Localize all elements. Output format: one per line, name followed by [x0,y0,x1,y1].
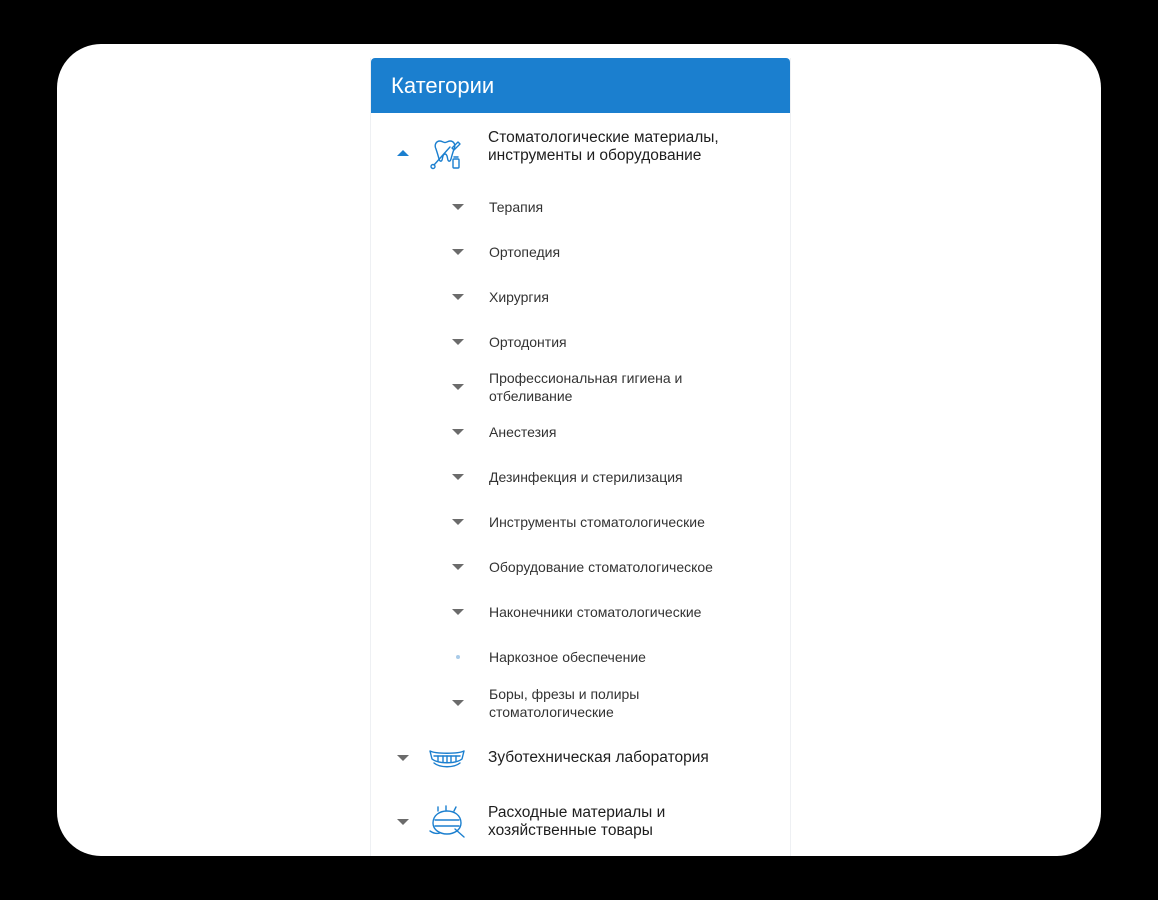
category-item-supplies[interactable] [371,794,790,850]
subcategory-item[interactable] [371,642,790,672]
subcategory-item[interactable] [371,552,790,582]
categories-panel [370,58,791,856]
subcategory-label: Наконечники стоматологические [489,604,702,620]
subcategory-item[interactable] [371,237,790,267]
category-label: Расходные материалы и хозяйственные товары [488,804,666,839]
subcategory-item[interactable] [371,327,790,357]
category-item-lab[interactable] [371,736,790,780]
supplies-icon [428,803,466,841]
window-frame [57,44,1101,856]
expand-arrow-icon[interactable] [452,564,464,570]
expand-arrow-icon[interactable] [452,429,464,435]
bullet-dot-icon [456,655,460,659]
expand-arrow-icon[interactable] [452,384,464,390]
subcategory-item[interactable] [371,417,790,447]
subcategory-label: Профессиональная гигиена и отбеливание [489,370,683,404]
expand-arrow-icon[interactable] [452,339,464,345]
expand-arrow-icon[interactable] [397,755,409,761]
expand-arrow-icon[interactable] [452,474,464,480]
subcategory-item[interactable] [371,462,790,492]
collapse-arrow-icon[interactable] [397,150,409,156]
expand-arrow-icon[interactable] [452,249,464,255]
expand-arrow-icon[interactable] [452,294,464,300]
subcategory-label: Ортопедия [489,244,561,260]
panel-title: Категории [371,58,790,113]
dental-tools-icon [428,135,466,173]
subcategory-item[interactable] [371,363,790,411]
denture-icon [428,739,466,777]
subcategory-label: Наркозное обеспечение [489,649,646,665]
expand-arrow-icon[interactable] [452,519,464,525]
subcategory-label: Терапия [489,199,544,215]
expand-arrow-icon[interactable] [452,204,464,210]
subcategory-label: Инструменты стоматологические [489,514,705,530]
subcategory-label: Анестезия [489,424,557,440]
subcategory-label: Хирургия [489,289,549,305]
expand-arrow-icon[interactable] [397,819,409,825]
subcategory-label: Боры, фрезы и полиры стоматологические [489,686,640,720]
category-item-dental[interactable] [371,122,790,178]
category-label: Зуботехническая лаборатория [488,749,709,766]
subcategory-label: Дезинфекция и стерилизация [489,469,683,485]
subcategory-item[interactable] [371,597,790,627]
subcategory-label: Оборудование стоматологическое [489,559,713,575]
subcategory-label: Ортодонтия [489,334,567,350]
expand-arrow-icon[interactable] [452,700,464,706]
subcategory-item[interactable] [371,282,790,312]
subcategory-item[interactable] [371,679,790,727]
category-label: Стоматологические материалы, инструменты и оборудование [488,129,719,164]
subcategory-item[interactable] [371,192,790,222]
subcategory-item[interactable] [371,507,790,537]
expand-arrow-icon[interactable] [452,609,464,615]
